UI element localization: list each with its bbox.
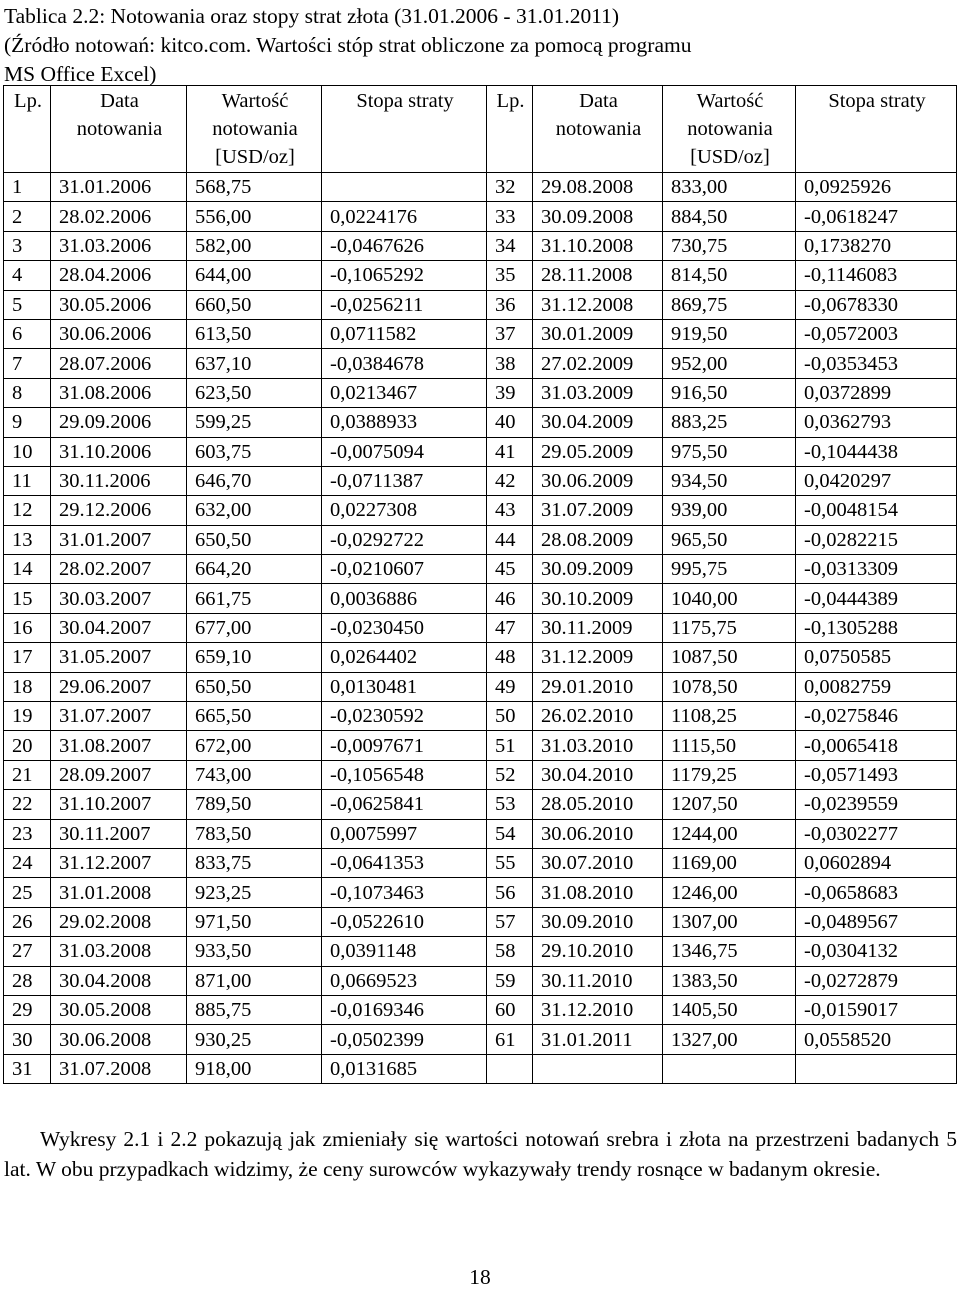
cell-lp: 52: [487, 760, 533, 789]
cell-lp: 60: [487, 995, 533, 1024]
cell-lp: 46: [487, 584, 533, 613]
cell-date: 30.07.2010: [533, 848, 663, 877]
cell-lp: 8: [4, 378, 51, 407]
cell-date: 31.03.2008: [51, 937, 187, 966]
cell-date: 31.12.2008: [533, 290, 663, 319]
table-row: [4, 702, 957, 731]
cell-date: 30.11.2007: [51, 819, 187, 848]
table-row: [4, 613, 957, 642]
cell-rate: 0,1738270: [796, 231, 957, 260]
cell-value: 919,50: [663, 319, 796, 348]
cell-rate: -0,0239559: [796, 790, 957, 819]
table-row: [4, 790, 957, 819]
cell-lp: 36: [487, 290, 533, 319]
cell-lp: 16: [4, 613, 51, 642]
cell-lp: 18: [4, 672, 51, 701]
cell-value: 869,75: [663, 290, 796, 319]
cell-lp: 51: [487, 731, 533, 760]
cell-lp: 53: [487, 790, 533, 819]
cell-date: 31.03.2009: [533, 378, 663, 407]
table-header-row: [4, 86, 957, 173]
cell-lp: 13: [4, 525, 51, 554]
cell-rate: -0,0210607: [322, 555, 487, 584]
cell-lp: 21: [4, 760, 51, 789]
cell-rate: -0,0353453: [796, 349, 957, 378]
cell-date: 30.11.2009: [533, 613, 663, 642]
cell-lp: 49: [487, 672, 533, 701]
table-row: [4, 584, 957, 613]
cell-rate: -0,0097671: [322, 731, 487, 760]
cell-date: 27.02.2009: [533, 349, 663, 378]
cell-rate: 0,0227308: [322, 496, 487, 525]
cell-value: 659,10: [187, 643, 322, 672]
cell-rate: -0,0169346: [322, 995, 487, 1024]
cell-lp: 14: [4, 555, 51, 584]
cell-rate: -0,0313309: [796, 555, 957, 584]
cell-value: 650,50: [187, 525, 322, 554]
cell-value: 1207,50: [663, 790, 796, 819]
cell-date: 30.11.2010: [533, 966, 663, 995]
table-row: [4, 672, 957, 701]
table-row: [4, 878, 957, 907]
cell-rate: -0,0256211: [322, 290, 487, 319]
cell-value: 568,75: [187, 173, 322, 202]
cell-date: 30.06.2008: [51, 1025, 187, 1054]
cell-date: 30.06.2010: [533, 819, 663, 848]
table-row: [4, 966, 957, 995]
table-row: [4, 437, 957, 466]
cell-value: 916,50: [663, 378, 796, 407]
cell-rate: -0,0711387: [322, 466, 487, 495]
cell-rate: -0,0641353: [322, 848, 487, 877]
cell-lp: 47: [487, 613, 533, 642]
cell-value: 933,50: [187, 937, 322, 966]
cell-value: 665,50: [187, 702, 322, 731]
cell-date: 30.05.2008: [51, 995, 187, 1024]
cell-rate: 0,0036886: [322, 584, 487, 613]
cell-date: 30.09.2008: [533, 202, 663, 231]
cell-rate: 0,0130481: [322, 672, 487, 701]
cell-value: 664,20: [187, 555, 322, 584]
cell-value: 661,75: [187, 584, 322, 613]
cell-rate: -0,0275846: [796, 702, 957, 731]
table-row: [4, 408, 957, 437]
cell-date: 28.09.2007: [51, 760, 187, 789]
table-row: [4, 261, 957, 290]
header-rate-left: Stopa straty: [322, 86, 487, 173]
cell-value: 672,00: [187, 731, 322, 760]
cell-date: 31.03.2006: [51, 231, 187, 260]
cell-lp: 40: [487, 408, 533, 437]
cell-lp: 24: [4, 848, 51, 877]
cell-date: 30.04.2009: [533, 408, 663, 437]
table-row: [4, 907, 957, 936]
cell-value: 1405,50: [663, 995, 796, 1024]
cell-rate: [796, 1054, 957, 1083]
cell-rate: -0,1073463: [322, 878, 487, 907]
cell-value: 623,50: [187, 378, 322, 407]
cell-date: 31.08.2010: [533, 878, 663, 907]
cell-rate: -0,1146083: [796, 261, 957, 290]
table-body: [4, 173, 957, 1084]
cell-rate: 0,0131685: [322, 1054, 487, 1083]
cell-value: 1244,00: [663, 819, 796, 848]
table-row: [4, 290, 957, 319]
cell-date: 29.02.2008: [51, 907, 187, 936]
cell-date: 31.01.2011: [533, 1025, 663, 1054]
cell-lp: 10: [4, 437, 51, 466]
cell-date: 30.04.2007: [51, 613, 187, 642]
cell-rate: -0,0302277: [796, 819, 957, 848]
header-rate-right: Stopa straty: [796, 86, 957, 173]
header-date-left: Data notowania: [51, 86, 187, 173]
cell-date: 29.10.2010: [533, 937, 663, 966]
cell-value: 923,25: [187, 878, 322, 907]
cell-rate: -0,0618247: [796, 202, 957, 231]
cell-value: 603,75: [187, 437, 322, 466]
cell-date: 31.10.2006: [51, 437, 187, 466]
cell-date: 30.03.2007: [51, 584, 187, 613]
cell-rate: -0,0075094: [322, 437, 487, 466]
cell-lp: 5: [4, 290, 51, 319]
cell-lp: 12: [4, 496, 51, 525]
cell-lp: [487, 1054, 533, 1083]
table-row: [4, 819, 957, 848]
cell-lp: 43: [487, 496, 533, 525]
cell-lp: 23: [4, 819, 51, 848]
cell-rate: 0,0420297: [796, 466, 957, 495]
cell-value: 884,50: [663, 202, 796, 231]
cell-value: 883,25: [663, 408, 796, 437]
cell-lp: 44: [487, 525, 533, 554]
cell-rate: -0,0384678: [322, 349, 487, 378]
gold-quotes-table: [3, 85, 957, 1084]
cell-date: 26.02.2010: [533, 702, 663, 731]
table-row: [4, 731, 957, 760]
cell-value: 783,50: [187, 819, 322, 848]
table-row: [4, 202, 957, 231]
cell-value: 871,00: [187, 966, 322, 995]
cell-rate: -0,1056548: [322, 760, 487, 789]
cell-value: 644,00: [187, 261, 322, 290]
cell-rate: 0,0362793: [796, 408, 957, 437]
cell-date: 31.10.2008: [533, 231, 663, 260]
cell-value: 650,50: [187, 672, 322, 701]
table-row: [4, 555, 957, 584]
cell-date: 28.02.2007: [51, 555, 187, 584]
cell-date: 30.09.2009: [533, 555, 663, 584]
cell-lp: 31: [4, 1054, 51, 1083]
cell-lp: 22: [4, 790, 51, 819]
cell-value: 730,75: [663, 231, 796, 260]
table-row: [4, 848, 957, 877]
table-row: [4, 643, 957, 672]
cell-rate: -0,0489567: [796, 907, 957, 936]
cell-value: 814,50: [663, 261, 796, 290]
cell-lp: 19: [4, 702, 51, 731]
cell-date: 30.05.2006: [51, 290, 187, 319]
cell-rate: 0,0669523: [322, 966, 487, 995]
cell-rate: -0,0467626: [322, 231, 487, 260]
cell-value: 632,00: [187, 496, 322, 525]
cell-rate: 0,0372899: [796, 378, 957, 407]
cell-value: 789,50: [187, 790, 322, 819]
cell-rate: 0,0388933: [322, 408, 487, 437]
cell-lp: 57: [487, 907, 533, 936]
cell-rate: 0,0224176: [322, 202, 487, 231]
cell-rate: -0,0048154: [796, 496, 957, 525]
cell-date: 28.07.2006: [51, 349, 187, 378]
cell-lp: 20: [4, 731, 51, 760]
cell-value: 939,00: [663, 496, 796, 525]
cell-date: 31.05.2007: [51, 643, 187, 672]
table-row: [4, 525, 957, 554]
cell-lp: 29: [4, 995, 51, 1024]
cell-rate: 0,0391148: [322, 937, 487, 966]
cell-rate: -0,0159017: [796, 995, 957, 1024]
cell-rate: -0,0230592: [322, 702, 487, 731]
cell-value: 1087,50: [663, 643, 796, 672]
cell-date: 31.01.2006: [51, 173, 187, 202]
cell-lp: 6: [4, 319, 51, 348]
header-date-right: Data notowania: [533, 86, 663, 173]
cell-rate: -0,0230450: [322, 613, 487, 642]
cell-lp: 42: [487, 466, 533, 495]
cell-lp: 9: [4, 408, 51, 437]
cell-date: 31.01.2007: [51, 525, 187, 554]
cell-rate: -0,0678330: [796, 290, 957, 319]
table-row: [4, 496, 957, 525]
cell-value: 1383,50: [663, 966, 796, 995]
cell-value: 1346,75: [663, 937, 796, 966]
header-lp-left: Lp.: [4, 86, 51, 173]
cell-date: 30.04.2008: [51, 966, 187, 995]
cell-rate: -0,0272879: [796, 966, 957, 995]
cell-lp: 4: [4, 261, 51, 290]
cell-value: 885,75: [187, 995, 322, 1024]
cell-rate: [322, 173, 487, 202]
cell-value: 833,00: [663, 173, 796, 202]
cell-lp: 28: [4, 966, 51, 995]
cell-lp: 56: [487, 878, 533, 907]
cell-rate: 0,0082759: [796, 672, 957, 701]
cell-value: 1307,00: [663, 907, 796, 936]
cell-rate: 0,0925926: [796, 173, 957, 202]
cell-date: 30.09.2010: [533, 907, 663, 936]
cell-lp: 17: [4, 643, 51, 672]
cell-rate: -0,0522610: [322, 907, 487, 936]
cell-value: 646,70: [187, 466, 322, 495]
cell-value: 556,00: [187, 202, 322, 231]
table-row: [4, 378, 957, 407]
cell-lp: 38: [487, 349, 533, 378]
cell-date: 30.11.2006: [51, 466, 187, 495]
cell-rate: -0,1044438: [796, 437, 957, 466]
cell-date: 29.01.2010: [533, 672, 663, 701]
cell-rate: -0,0571493: [796, 760, 957, 789]
cell-date: 30.06.2006: [51, 319, 187, 348]
cell-lp: 1: [4, 173, 51, 202]
cell-lp: 15: [4, 584, 51, 613]
cell-lp: 48: [487, 643, 533, 672]
cell-rate: -0,0502399: [322, 1025, 487, 1054]
cell-lp: 45: [487, 555, 533, 584]
cell-rate: 0,0558520: [796, 1025, 957, 1054]
cell-value: 637,10: [187, 349, 322, 378]
cell-rate: -0,0625841: [322, 790, 487, 819]
cell-rate: -0,0304132: [796, 937, 957, 966]
cell-lp: 27: [4, 937, 51, 966]
header-value-left: Wartość notowania [USD/oz]: [187, 86, 322, 173]
cell-value: 677,00: [187, 613, 322, 642]
cell-value: 934,50: [663, 466, 796, 495]
table-caption: Tablica 2.2: Notowania oraz stopy strat złota (31.01.2006 - 31.01.2011) (Źródło notowań: kitco.com. Wartości stóp strat obliczone za pomocą programu MS Office Excel): [4, 4, 692, 86]
cell-value: 995,75: [663, 555, 796, 584]
table-row: [4, 466, 957, 495]
cell-value: 1175,75: [663, 613, 796, 642]
cell-value: 1246,00: [663, 878, 796, 907]
cell-rate: -0,1305288: [796, 613, 957, 642]
table-row: [4, 1054, 957, 1083]
cell-date: 31.12.2009: [533, 643, 663, 672]
cell-value: 1169,00: [663, 848, 796, 877]
cell-value: 833,75: [187, 848, 322, 877]
table-row: [4, 319, 957, 348]
cell-date: 31.03.2010: [533, 731, 663, 760]
cell-date: 31.08.2006: [51, 378, 187, 407]
cell-date: 31.07.2009: [533, 496, 663, 525]
cell-date: 31.10.2007: [51, 790, 187, 819]
cell-rate: -0,0444389: [796, 584, 957, 613]
cell-lp: 59: [487, 966, 533, 995]
header-lp-right: Lp.: [487, 86, 533, 173]
cell-lp: 50: [487, 702, 533, 731]
cell-rate: 0,0213467: [322, 378, 487, 407]
cell-date: 30.01.2009: [533, 319, 663, 348]
cell-date: 29.05.2009: [533, 437, 663, 466]
cell-rate: -0,0572003: [796, 319, 957, 348]
table-row: [4, 760, 957, 789]
cell-rate: 0,0075997: [322, 819, 487, 848]
cell-lp: 2: [4, 202, 51, 231]
cell-value: 975,50: [663, 437, 796, 466]
cell-date: 28.08.2009: [533, 525, 663, 554]
cell-lp: 33: [487, 202, 533, 231]
cell-value: 743,00: [187, 760, 322, 789]
cell-rate: 0,0750585: [796, 643, 957, 672]
table-row: [4, 231, 957, 260]
cell-lp: 7: [4, 349, 51, 378]
cell-value: 613,50: [187, 319, 322, 348]
cell-value: 918,00: [187, 1054, 322, 1083]
cell-value: 965,50: [663, 525, 796, 554]
cell-value: 1108,25: [663, 702, 796, 731]
cell-value: 1327,00: [663, 1025, 796, 1054]
cell-lp: 41: [487, 437, 533, 466]
cell-date: 28.11.2008: [533, 261, 663, 290]
cell-date: 31.01.2008: [51, 878, 187, 907]
cell-value: 582,00: [187, 231, 322, 260]
cell-date: 28.05.2010: [533, 790, 663, 819]
cell-lp: 25: [4, 878, 51, 907]
cell-lp: 37: [487, 319, 533, 348]
cell-value: 1115,50: [663, 731, 796, 760]
cell-date: 30.06.2009: [533, 466, 663, 495]
cell-rate: 0,0264402: [322, 643, 487, 672]
cell-lp: 35: [487, 261, 533, 290]
cell-lp: 30: [4, 1025, 51, 1054]
cell-rate: -0,0282215: [796, 525, 957, 554]
cell-value: 930,25: [187, 1025, 322, 1054]
body-paragraph: Wykresy 2.1 i 2.2 pokazują jak zmieniały się wartości notowań srebra i złota na przestrzeni badanych 5 lat. W obu przypadkach widzimy, że ceny surowców wykazywały trendy rosnące w badanym okresie.: [4, 1127, 957, 1181]
cell-date: 31.07.2008: [51, 1054, 187, 1083]
cell-lp: 34: [487, 231, 533, 260]
cell-date: 28.02.2006: [51, 202, 187, 231]
table-row: [4, 995, 957, 1024]
cell-lp: 61: [487, 1025, 533, 1054]
cell-rate: -0,0065418: [796, 731, 957, 760]
cell-rate: 0,0602894: [796, 848, 957, 877]
cell-value: 971,50: [187, 907, 322, 936]
cell-lp: 11: [4, 466, 51, 495]
table-row: [4, 937, 957, 966]
cell-lp: 55: [487, 848, 533, 877]
cell-lp: 58: [487, 937, 533, 966]
cell-lp: 32: [487, 173, 533, 202]
table-row: [4, 1025, 957, 1054]
cell-date: 31.07.2007: [51, 702, 187, 731]
cell-date: 29.09.2006: [51, 408, 187, 437]
cell-value: 1078,50: [663, 672, 796, 701]
cell-date: 30.04.2010: [533, 760, 663, 789]
header-value-right: Wartość notowania [USD/oz]: [663, 86, 796, 173]
cell-value: 660,50: [187, 290, 322, 319]
cell-value: 952,00: [663, 349, 796, 378]
cell-rate: 0,0711582: [322, 319, 487, 348]
cell-date: 31.12.2010: [533, 995, 663, 1024]
cell-lp: 3: [4, 231, 51, 260]
cell-date: 29.06.2007: [51, 672, 187, 701]
cell-value: [663, 1054, 796, 1083]
cell-rate: -0,0658683: [796, 878, 957, 907]
page-number: 18: [469, 1265, 491, 1289]
cell-date: 28.04.2006: [51, 261, 187, 290]
cell-rate: -0,0292722: [322, 525, 487, 554]
table-row: [4, 173, 957, 202]
cell-date: 31.08.2007: [51, 731, 187, 760]
cell-date: 30.10.2009: [533, 584, 663, 613]
cell-value: 1040,00: [663, 584, 796, 613]
cell-date: 31.12.2007: [51, 848, 187, 877]
cell-value: 599,25: [187, 408, 322, 437]
cell-date: 29.12.2006: [51, 496, 187, 525]
cell-lp: 26: [4, 907, 51, 936]
cell-lp: 39: [487, 378, 533, 407]
cell-rate: -0,1065292: [322, 261, 487, 290]
cell-lp: 54: [487, 819, 533, 848]
cell-value: 1179,25: [663, 760, 796, 789]
cell-date: 29.08.2008: [533, 173, 663, 202]
table-row: [4, 349, 957, 378]
cell-date: [533, 1054, 663, 1083]
